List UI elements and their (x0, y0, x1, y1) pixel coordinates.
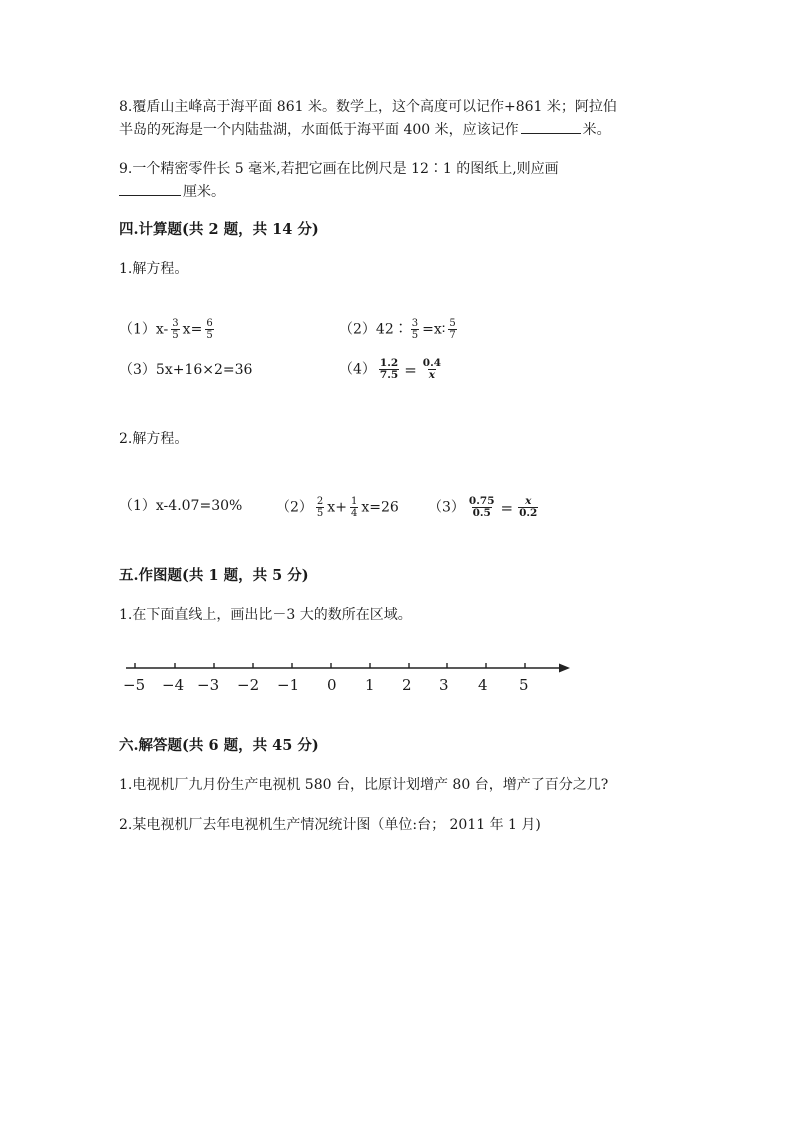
sec6-q2: 2.某电视机厂去年电视机生产情况统计图（单位:台； 2011 年 1 月) (119, 817, 541, 833)
q9-line2 (119, 181, 225, 202)
q8-line2 (119, 119, 611, 140)
fraction: $\frac{3}{5}$ (411, 318, 419, 341)
section5-title: 五.作图题(共 1 题，共 5 分) (119, 567, 309, 584)
q9-answer-blank[interactable] (119, 181, 181, 196)
fraction: $\frac{1.2}{7.5}$ (379, 357, 399, 381)
number-line-label: −2 (237, 676, 260, 694)
eq-text: x=26 (361, 499, 399, 516)
eq-text: =x∶ (422, 321, 446, 338)
section6-title: 六.解答题(共 6 题，共 45 分) (119, 737, 319, 754)
eq-text: （1）x- (119, 321, 169, 338)
eq-text: （3） (428, 499, 465, 516)
number-line-label: 3 (439, 676, 449, 694)
fraction: $\frac{x}{0.2}$ (519, 495, 538, 519)
sec4-p1-eq3: （3）5x+16×2=36 (119, 362, 253, 378)
sec4-p2-eq3 (428, 496, 541, 519)
number-line-label: −1 (277, 676, 300, 694)
sec4-p2-eq1: （1）x-4.07=30% (119, 498, 243, 514)
equals-sign: = (404, 360, 417, 379)
sec4-p1-eq1 (119, 318, 217, 341)
sec4-p2-label: 2.解方程。 (119, 431, 189, 447)
number-line-label: −5 (123, 676, 146, 694)
sec6-q1: 1.电视机厂九月份生产电视机 580 台，比原计划增产 80 台，增产了百分之几? (119, 777, 609, 793)
number-line-label: 2 (402, 676, 412, 694)
number-line-label: −3 (197, 676, 220, 694)
eq-text: x= (182, 321, 203, 338)
arrow-right-icon (559, 664, 570, 673)
number-line-label: 4 (478, 676, 488, 694)
sec5-q1: 1.在下面直线上，画出比－3 大的数所在区域。 (119, 607, 412, 623)
equals-sign: = (500, 498, 514, 517)
eq-text: （4） (339, 361, 376, 378)
number-line-label: 1 (365, 676, 375, 694)
fraction: $\frac{5}{7}$ (449, 318, 456, 341)
q9-line1: 9.一个精密零件长 5 毫米,若把它画在比例尺是 12∶1 的图纸上,则应画 (119, 161, 559, 177)
number-line[interactable] (0, 650, 794, 710)
sec4-p2-eq2 (276, 496, 399, 519)
fraction: $\frac{2}{5}$ (316, 496, 324, 519)
fraction: $\frac{6}{5}$ (206, 318, 213, 341)
sec4-p1-label: 1.解方程。 (119, 261, 189, 277)
q8-answer-blank[interactable] (521, 119, 581, 134)
number-line-label: 0 (327, 676, 337, 694)
eq-text: （2） (276, 499, 313, 516)
fraction: $\frac{0.75}{0.5}$ (468, 495, 495, 519)
eq-text: （2）42∶ (339, 321, 408, 338)
sec4-p1-eq2 (339, 318, 460, 341)
eq-text: x+ (327, 499, 347, 516)
q8-line2-text: 半岛的死海是一个内陆盐湖，水面低于海平面 400 米，应该记作 (119, 122, 519, 138)
q9-line2-unit: 厘米。 (183, 184, 225, 200)
q8-line1: 8.覆盾山主峰高于海平面 861 米。数学上，这个高度可以记作+861 米；阿拉伯 (119, 99, 617, 115)
number-line-label: −4 (162, 676, 185, 694)
sec4-p1-eq4 (339, 358, 445, 381)
fraction: $\frac{3}{5}$ (172, 318, 179, 341)
q8-line2-unit: 米。 (582, 122, 611, 138)
fraction: $\frac{1}{4}$ (350, 496, 358, 519)
section4-title: 四.计算题(共 2 题，共 14 分) (119, 221, 319, 238)
number-line-label: 5 (519, 676, 529, 694)
fraction: $\frac{0.4}{x}$ (422, 357, 442, 381)
